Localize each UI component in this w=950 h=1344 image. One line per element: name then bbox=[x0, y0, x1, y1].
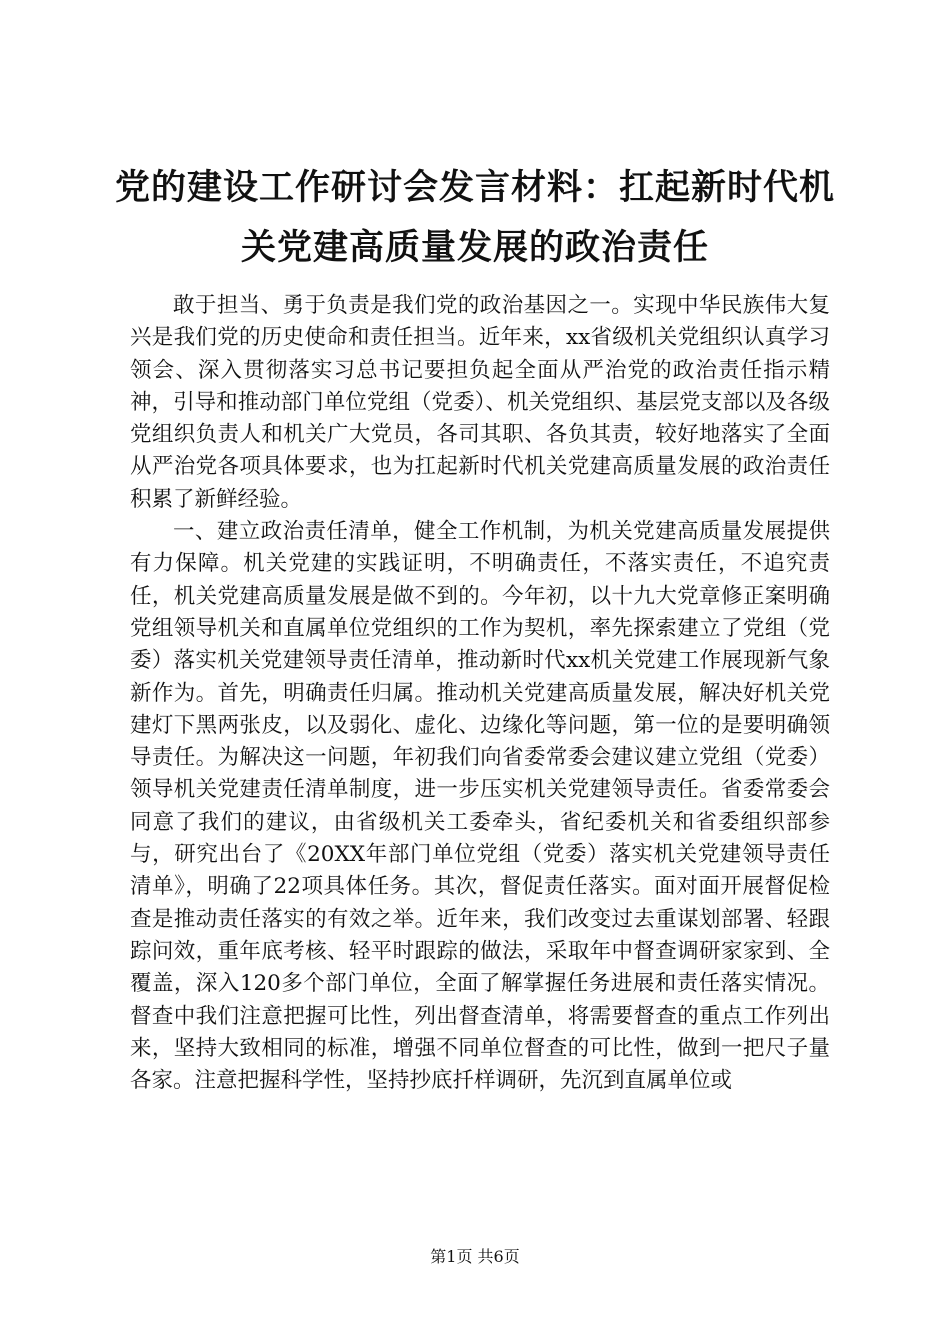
body-paragraph-1: 敢于担当、勇于负责是我们党的政治基因之一。实现中华民族伟大复兴是我们党的历史使命和责任担当。近年来，xx省级机关党组织认真学习领会、深入贯彻落实习总书记要担负起全面从严治党的政治责任指示精神，引导和推动部门单位党组（党委）、机关党组织、基层党支部以及各级党组织负责人和机关广大党员，各司其职、各负其责，较好地落实了全面从严治党各项具体要求，也为扛起新时代机关党建高质量发展的政治责任积累了新鲜经验。 bbox=[130, 293, 830, 512]
body-paragraph-2: 一、建立政治责任清单，健全工作机制，为机关党建高质量发展提供有力保障。机关党建的实践证明，不明确责任，不落实责任，不追究责任，机关党建高质量发展是做不到的。今年初，以十九大党章修正案明确党组领导机关和直属单位党组织的工作为契机，率先探索建立了党组（党委）落实机关党建领导责任清单，推动新时代xx机关党建工作展现新气象新作为。首先，明确责任归属。推动机关党建高质量发展，解决好机关党建灯下黑两张皮，以及弱化、虚化、边缘化等问题，第一位的是要明确领导责任。为解决这一问题，年初我们向省委常委会建议建立党组（党委）领导机关党建责任清单制度，进一步压实机关党建领导责任。省委常委会同意了我们的建议，由省级机关工委牵头，省纪委机关和省委组织部参与，研究出台了《20XX年部门单位党组（党委）落实机关党建领导责任清单》，明确了22项具体任务。其次，督促责任落实。面对面开展督促检查是推动责任落实的有效之举。近年来，我们改变过去重谋划部署、轻跟踪问效，重年底考核、轻平时跟踪的做法，采取年中督查调研家家到、全覆盖，深入120多个部门单位，全面了解掌握任务进展和责任落实情况。督查中我们注意把握可比性，列出督查清单，将需要督查的重点工作列出来，坚持大致相同的标准，增强不同单位督查的可比性，做到一把尺子量各家。注意把握科学性，坚持抄底扦样调研，先沉到直属单位或 bbox=[130, 519, 830, 1094]
document-title-line-2: 关党建高质量发展的政治责任 bbox=[240, 228, 709, 268]
document-body bbox=[130, 290, 830, 1097]
page-number-footer: 第1页 共6页 bbox=[430, 1247, 520, 1266]
document-title-line-1: 党的建设工作研讨会发言材料：扛起新时代机 bbox=[114, 168, 835, 208]
